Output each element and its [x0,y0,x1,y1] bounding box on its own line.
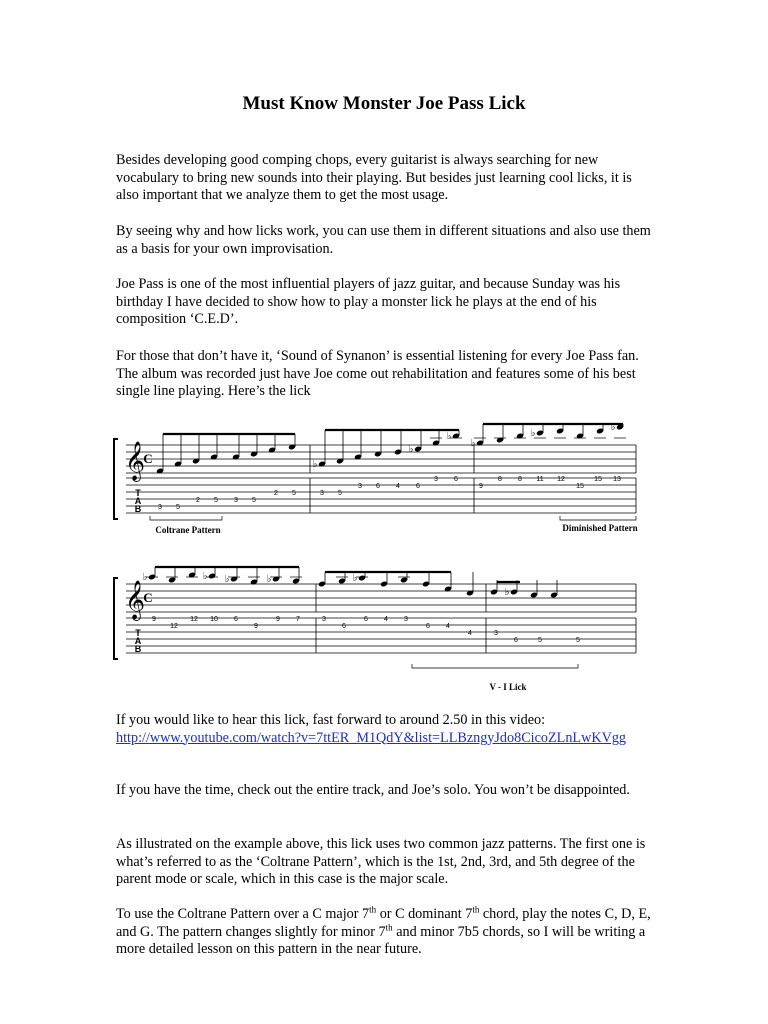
tab-number: 6 [234,616,238,623]
tab-number: 6 [454,476,458,483]
flat-sign: ♭ [266,574,272,585]
page-title: Must Know Monster Joe Pass Lick [242,93,526,114]
how-to-use-text-d: and minor 7b5 chords, so I will be writing a more detailed lesson on this pattern in the near future. [116,923,646,958]
paragraph-coltrane-pattern: As illustrated on the example above, this lick uses two common jazz patterns. The first one is what’s referred to as the ‘Coltrane Pattern’, which is the 1st, 2nd, 3rd, and 5th degree of the parent mode or scale, which in this case is the major scale. [116,836,646,888]
pattern-bracket [150,516,222,520]
diminished-pattern-label: Diminished Pattern [562,523,638,533]
tab-number: 2 [196,497,200,504]
tab-number: 5 [292,490,296,497]
tab-number: 9 [152,616,156,623]
system-bracket [114,578,118,659]
flat-sign: ♭ [142,572,148,583]
tab-number: 6 [376,483,380,490]
tab-number: 12 [170,623,178,630]
flat-sign: ♭ [224,574,230,585]
v-i-lick-label: V - I Lick [489,682,527,692]
superscript-th: th [369,904,377,915]
paragraph-joe-pass: Joe Pass is one of the most influential players of jazz guitar, and because Sunday was his birthday I have decided to show how to play a monster lick he plays at the end of his composition ‘C.E.D’. [116,276,621,328]
tab-number: 4 [468,630,472,637]
tab-number: 4 [384,616,388,623]
flat-sign: ♭ [446,431,452,442]
pattern-bracket [412,664,578,668]
tab-number: 6 [426,623,430,630]
tab-number: 5 [538,637,542,644]
tab-number: 4 [396,483,400,490]
tab-number: 15 [594,476,602,483]
tab-number: 6 [416,483,420,490]
tab-number: 13 [613,476,621,483]
treble-clef-icon: 𝄞 [124,441,146,481]
pattern-bracket [560,516,636,520]
tab-number: 3 [158,504,162,511]
tab-number: 3 [434,476,438,483]
tab-number: 9 [276,616,280,623]
tab-number: 5 [338,490,342,497]
tab-number: 3 [494,630,498,637]
tab-number: 15 [576,483,584,490]
tab-number: 2 [274,490,278,497]
tab-number: 9 [479,483,483,490]
how-to-use-text-c: chord, play the notes C, D, E, and G. The pattern changes slightly for minor 7 [116,906,651,940]
superscript-th: th [385,921,393,932]
flat-sign: ♭ [530,428,536,439]
paragraph-album: For those that don’t have it, ‘Sound of Synanon’ is essential listening for every Joe Pass fan. The album was recorded just have Joe come out rehabilitation and features some of his best single line playing. Here’s the lick [116,348,639,400]
tab-number: 3 [358,483,362,490]
tab-number: 8 [498,476,502,483]
notation-system-1 [114,422,638,535]
flat-sign: ♭ [352,573,358,584]
tab-number: 12 [557,476,565,483]
tab-number: 7 [296,616,300,623]
tab-number: 3 [234,497,238,504]
tab-number: 4 [446,623,450,630]
paragraph-why-licks: By seeing why and how licks work, you can use them in different situations and also use them as a basis for your own improvisation. [116,223,651,257]
flat-sign: ♭ [312,459,318,470]
flat-sign: ♭ [610,422,616,433]
tab-number: 3 [322,616,326,623]
tab-number: 10 [210,616,218,623]
coltrane-pattern-label: Coltrane Pattern [155,525,221,535]
tab-number: 5 [252,497,256,504]
tab-letter: B [134,644,142,654]
how-to-use-text-a: To use the Coltrane Pattern over a C major 7 [116,906,370,922]
system-bracket [114,439,118,519]
flat-sign: ♭ [504,587,510,598]
tab-number: 6 [342,623,346,630]
paragraph-video [116,712,656,747]
notation-system-2 [114,567,636,692]
treble-clef-icon: 𝄞 [124,580,146,620]
youtube-link[interactable]: http://www.youtube.com/watch?v=7ttER_M1QdY&list=LLBzngyJdo8CicoZLnLwKVgg [116,729,627,746]
tab-number: 3 [320,490,324,497]
tab-number: 5 [214,497,218,504]
video-intro-text: If you would like to hear this lick, fast forward to around 2.50 in this video: [116,712,546,728]
flat-sign: ♭ [408,444,414,455]
tab-letter: T [135,488,141,498]
paragraph-how-to-use [116,906,656,959]
tab-letter: A [134,636,142,646]
tab-number: 8 [518,476,522,483]
how-to-use-text-b: or C dominant 7 [376,906,473,922]
tab-number: 9 [254,623,258,630]
tab-letter: A [134,496,142,506]
tab-number: 11 [536,476,544,483]
tab-number: 12 [190,616,198,623]
time-signature: C [143,590,153,605]
tab-letter: B [134,504,142,514]
time-signature: C [143,451,153,466]
tab-number: 5 [176,504,180,511]
paragraph-check-track: If you have the time, check out the entire track, and Joe’s solo. You won’t be disappointed. [116,782,630,798]
paragraph-intro: Besides developing good comping chops, every guitarist is always searching for new vocabulary to bring new sounds into their playing. But besides just learning cool licks, it is also important that we analyze them to get the most usage. [116,152,632,204]
superscript-th: th [472,904,480,915]
tab-letter: T [135,628,141,638]
tab-number: 5 [576,637,580,644]
tab-number: 6 [514,637,518,644]
tab-number: 6 [364,616,368,623]
flat-sign: ♭ [202,571,208,582]
tab-number: 3 [404,616,408,623]
flat-sign: ♭ [470,438,476,449]
